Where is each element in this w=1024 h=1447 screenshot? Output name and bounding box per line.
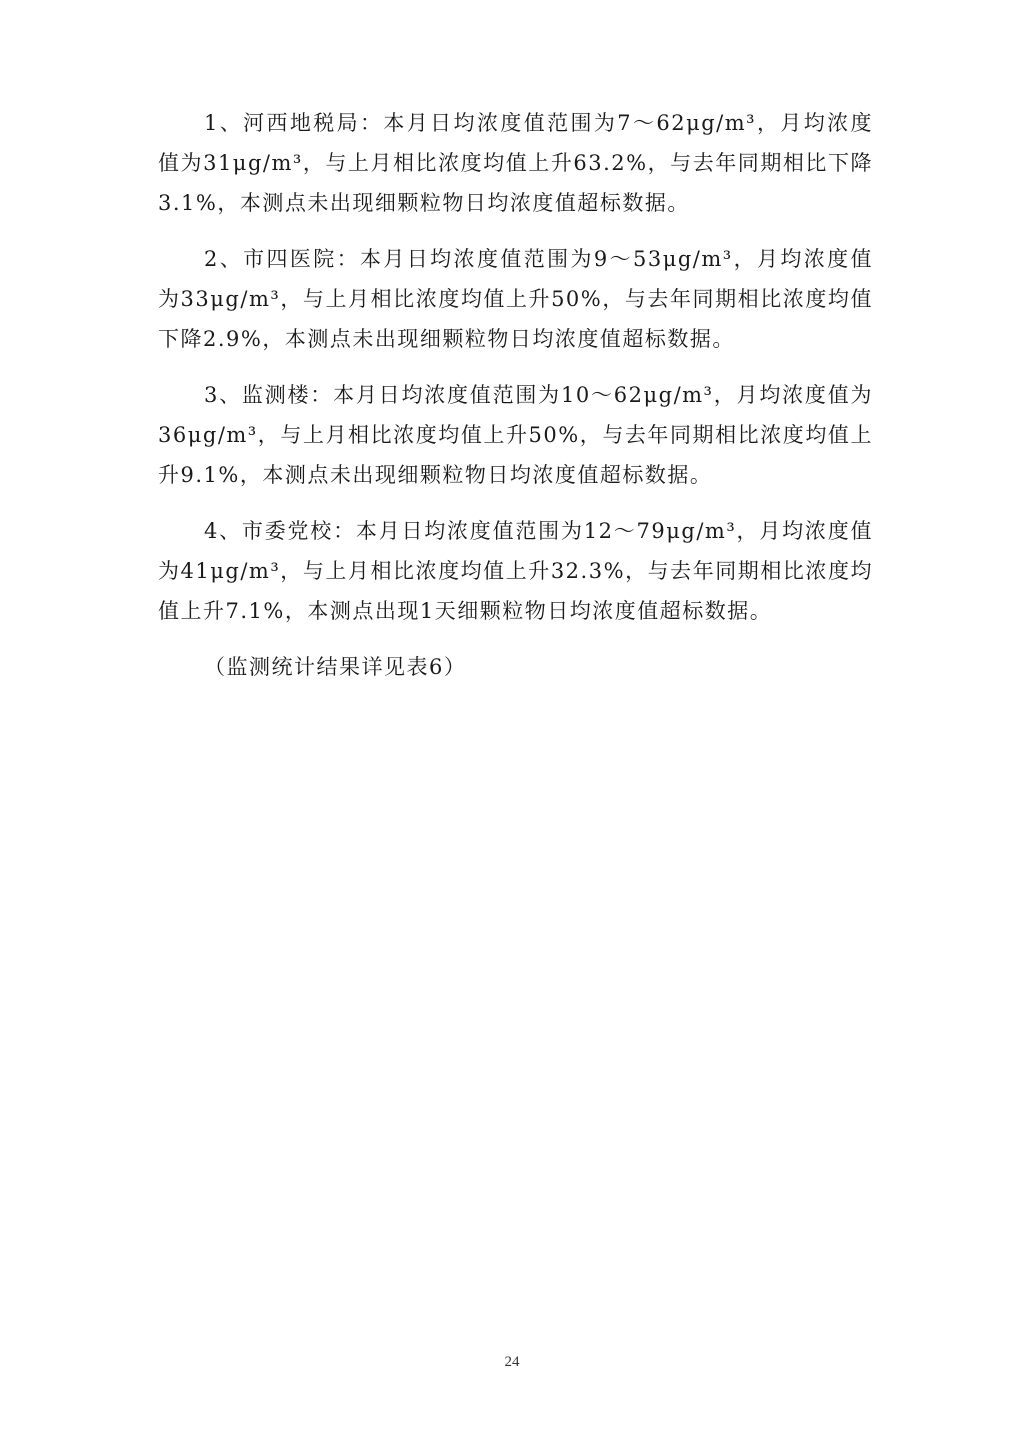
page-number: 24 bbox=[504, 1354, 520, 1370]
body-text bbox=[158, 103, 873, 703]
table-reference-note: （监测统计结果详见表6） bbox=[204, 655, 467, 679]
paragraph-hexi-tax-bureau: 1、河西地税局：本月日均浓度值范围为7～62μg/m³，月均浓度值为31μg/m³，与上月相比浓度均值上升63.2%，与去年同期相比下降3.1%，本测点未出现细颗粒物日均浓度值超标数据。 bbox=[158, 111, 873, 215]
paragraph-monitoring-building: 3、监测楼：本月日均浓度值范围为10～62μg/m³，月均浓度值为36μg/m³，与上月相比浓度均值上升50%，与去年同期相比浓度均值上升9.1%，本测点未出现细颗粒物日均浓度值超标数据。 bbox=[158, 383, 873, 487]
paragraph-fourth-hospital: 2、市四医院：本月日均浓度值范围为9～53μg/m³，月均浓度值为33μg/m³，与上月相比浓度均值上升50%，与去年同期相比浓度均值下降2.9%，本测点未出现细颗粒物日均浓度值超标数据。 bbox=[158, 247, 873, 351]
paragraph-party-school: 4、市委党校：本月日均浓度值范围为12～79μg/m³，月均浓度值为41μg/m³，与上月相比浓度均值上升32.3%，与去年同期相比浓度均值上升7.1%，本测点出现1天细颗粒物日均浓度值超标数据。 bbox=[158, 519, 873, 623]
